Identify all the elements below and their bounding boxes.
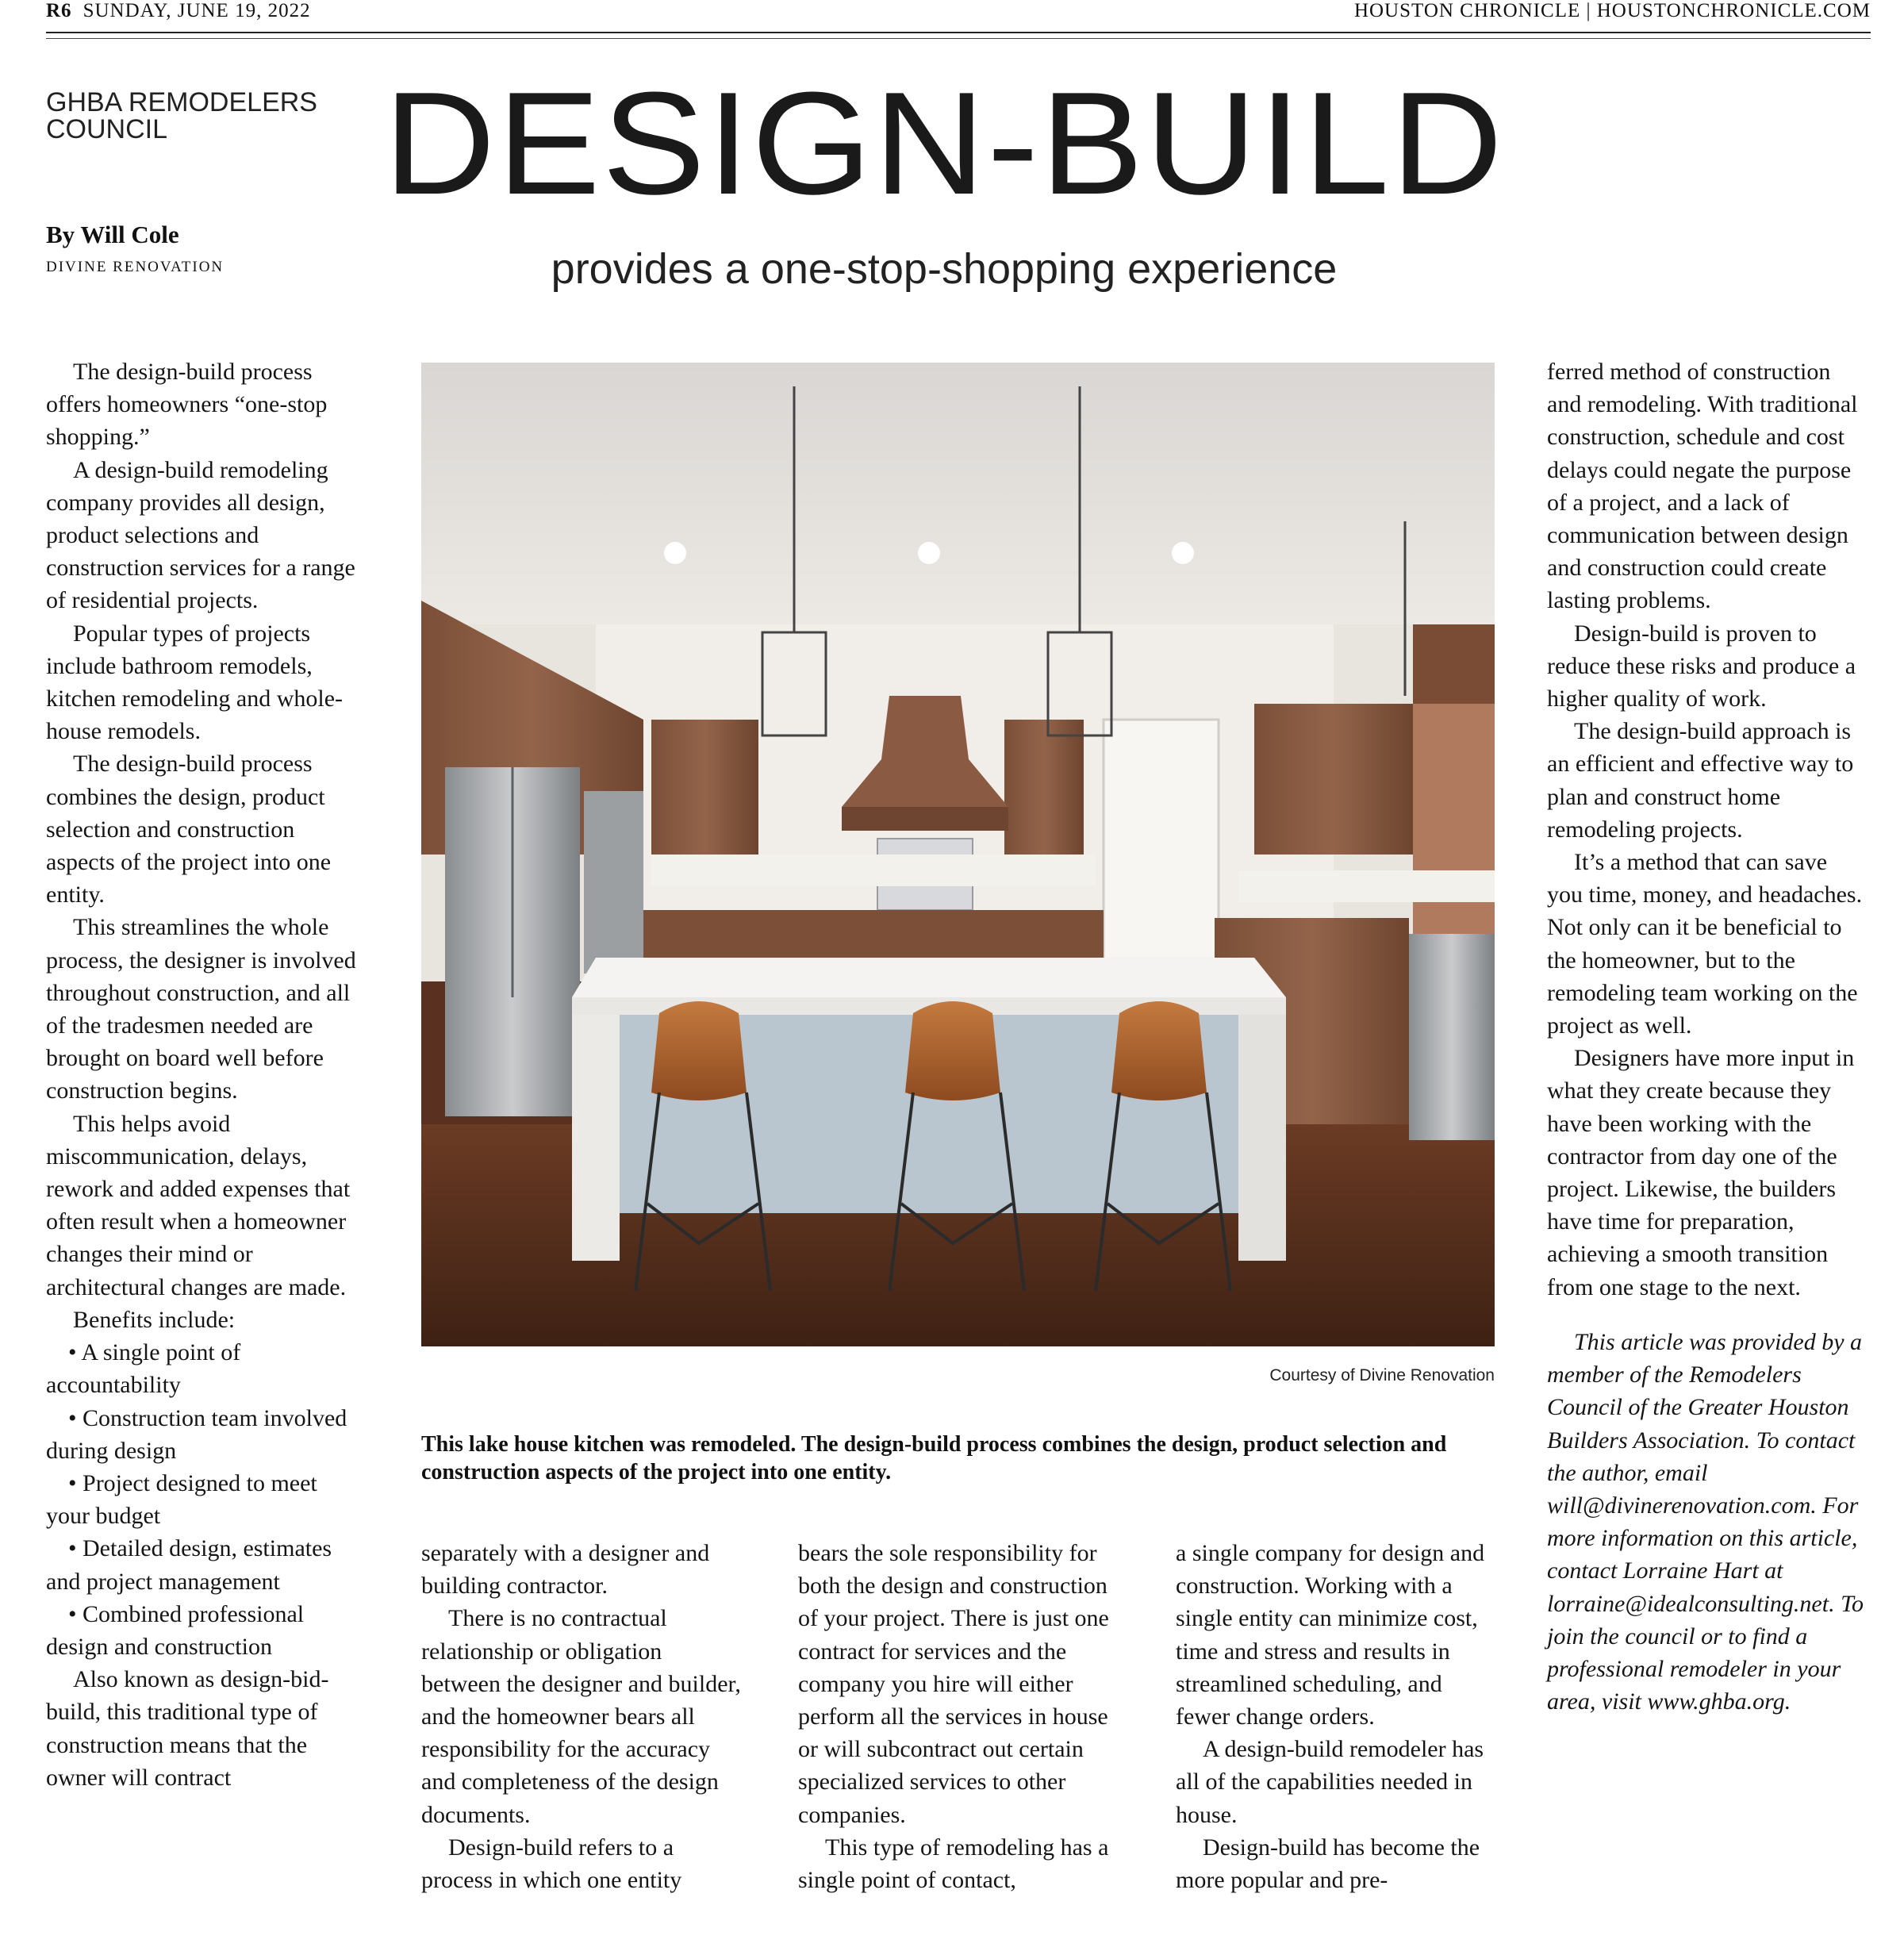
section-kicker xyxy=(46,89,379,143)
issue-date: SUNDAY, JUNE 19, 2022 xyxy=(83,0,311,21)
newspaper-name: HOUSTON CHRONICLE | HOUSTONCHRONICLE.COM xyxy=(1353,0,1871,21)
paragraph: Designers have more input in what they create because they have been working with the contractor from day one of the project. Likewise, the builders have time for preparation, achieving a smooth transition from one stage to the next. xyxy=(1547,1045,1855,1300)
photo-credit: Courtesy of Divine Renovation xyxy=(1269,1366,1495,1385)
paragraph: Also known as design-bid-build, this traditional type of construction means that the owner will contract xyxy=(46,1666,329,1791)
byline-affiliation: DIVINE RENOVATION xyxy=(46,259,225,275)
article-column-1 xyxy=(46,355,363,1794)
article-column-5 xyxy=(1547,355,1868,1718)
kicker-line-1: GHBA REMODELERS xyxy=(46,87,317,117)
paragraph: The design-build process combines the design, product selection and construction aspects of the project into one entity. xyxy=(46,751,332,908)
author-note: This article was provided by a member of the Remodelers Council of the Greater Houston Builders Association. To contact the author, email will@divinerenovation.com. For more information on this article, contact Lorraine Hart at lorraine@idealconsulting.net. To join the council or to find a professional remodeler in your area, visit www.ghba.org. xyxy=(1547,1328,1864,1715)
page-folio xyxy=(46,0,1871,29)
kicker-line-2: COUNCIL xyxy=(46,114,168,144)
paragraph: A design-build remodeler has all of the capabilities needed in house. xyxy=(1176,1736,1484,1828)
article-column-3 xyxy=(798,1537,1123,1896)
byline-author: By Will Cole xyxy=(46,221,179,248)
article-column-2 xyxy=(421,1537,747,1896)
photo-caption: This lake house kitchen was remodeled. The design-build process combines the design, product selection and construction aspects of the project into one entity. xyxy=(421,1432,1447,1484)
deck-subheadline: provides a one-stop-shopping experience xyxy=(551,245,1338,293)
paragraph: The design-build approach is an efficient and effective way to plan and construct home remodeling projects. xyxy=(1547,718,1854,843)
kitchen-photo xyxy=(421,363,1495,1346)
benefit-item: • Project designed to meet your budget xyxy=(46,1469,317,1530)
folio-left xyxy=(46,0,311,22)
headline: DESIGN-BUILD xyxy=(383,61,1505,225)
header-rule-thin xyxy=(46,38,1871,39)
paragraph: bears the sole responsibility for both the design and construction of your project. There is just one contract for services and the company you hire will either perform all the services in house or will subcontract out certain specialized services to other companies. xyxy=(798,1540,1109,1828)
paragraph: Popular types of projects include bathroom remodels, kitchen remodeling and whole-house remodels. xyxy=(46,620,344,745)
paragraph: There is no contractual relationship or obligation between the designer and builder, and the homeowner bears all responsibility for the accuracy and completeness of the design documents. xyxy=(421,1605,741,1828)
paragraph: This helps avoid miscommunication, delays, rework and added expenses that often result when a homeowner changes their mind or architectural changes are made. xyxy=(46,1110,351,1300)
benefit-item: • Construction team involved during design xyxy=(46,1404,347,1464)
paragraph: Design-build is proven to reduce these risks and produce a higher quality of work. xyxy=(1547,620,1856,712)
paragraph: It’s a method that can save you time, money, and headaches. Not only can it be beneficial to the homeowner, but to the remodeling team working on the project as well. xyxy=(1547,849,1863,1039)
paragraph: This type of remodeling has a single point of contact, xyxy=(798,1834,1109,1894)
benefit-item: • A single point of accountability xyxy=(46,1339,241,1399)
article-column-4 xyxy=(1176,1537,1501,1896)
benefit-item: • Combined professional design and construction xyxy=(46,1600,305,1660)
paragraph: The design-build process offers homeowners “one-stop shopping.” xyxy=(46,359,328,451)
paragraph: a single company for design and construction. Working with a single entity can minimize cost, time and stress and results in streamlined scheduling, and fewer change orders. xyxy=(1176,1540,1485,1730)
paragraph: A design-build remodeling company provides all design, product selections and construction services for a range of residential projects. xyxy=(46,456,355,614)
benefit-item: • Detailed design, estimates and project management xyxy=(46,1535,332,1595)
paragraph: Design-build refers to a process in which one entity xyxy=(421,1834,682,1894)
page-number: R6 xyxy=(46,0,72,21)
paragraph: Design-build has become the more popular and pre- xyxy=(1176,1834,1480,1894)
paragraph: Benefits include: xyxy=(73,1306,236,1333)
header-rule xyxy=(46,32,1871,33)
paragraph: This streamlines the whole process, the designer is involved throughout construction, and all of the tradesmen needed are brought on board well before construction begins. xyxy=(46,914,356,1104)
paragraph: separately with a designer and building contractor. xyxy=(421,1540,710,1600)
paragraph: ferred method of construction and remodeling. With traditional construction, schedule and cost delays could negate the purpose of a project, and a lack of communication between design and construction could create lasting problems. xyxy=(1547,359,1858,614)
